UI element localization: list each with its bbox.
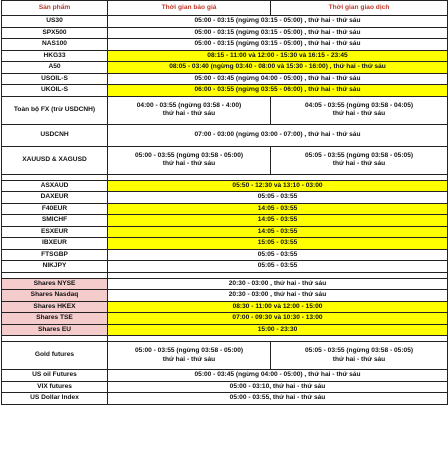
product-cell: Shares EU: [2, 324, 108, 336]
product-cell: F40EUR: [2, 203, 108, 215]
product-cell: A50: [2, 62, 108, 74]
product-cell: NAS100: [2, 39, 108, 51]
product-cell: US oil Futures: [2, 370, 108, 382]
hours-cell-highlighted: 08:05 - 03:40 (ngừng 03:40 - 08:00 và 15:30 - 16:00) , thứ hai - thứ sáu: [108, 62, 448, 74]
hours-cell-highlighted: 14:05 - 03:55: [108, 226, 448, 238]
trade-time-cell: [271, 146, 448, 174]
hours-cell-highlighted: 06:00 - 03:55 (ngừng 03:55 - 06:00) , thứ hai - thứ sáu: [108, 85, 448, 97]
table-row: [2, 203, 448, 215]
product-cell: USOIL-S: [2, 73, 108, 85]
table-row: [2, 313, 448, 325]
product-cell: SPX500: [2, 27, 108, 39]
product-cell: XAUUSD & XAGUSD: [2, 146, 108, 174]
quote-days-line: thứ hai - thứ sáu: [162, 110, 216, 117]
hours-cell: 05:00 - 03:45 (ngừng 04:00 - 05:00) , thứ hai - thứ sáu: [108, 73, 448, 85]
product-cell: DAXEUR: [2, 192, 108, 204]
trading-hours-table: [1, 0, 448, 405]
table-row: [2, 180, 448, 192]
hours-cell-highlighted: 15:00 - 23:30: [108, 324, 448, 336]
product-cell: NIKJPY: [2, 261, 108, 273]
hours-cell-highlighted: 15:05 - 03:55: [108, 238, 448, 250]
product-cell: US Dollar Index: [2, 393, 108, 405]
product-cell: Shares HKEX: [2, 301, 108, 313]
hours-cell: 05:05 - 03:55: [108, 249, 448, 261]
product-cell: US30: [2, 16, 108, 28]
hours-cell: 05:00 - 03:10, thứ hai - thứ sáu: [108, 381, 448, 393]
table-row: [2, 85, 448, 97]
trade-time-line: 04:05 - 03:55 (ngừng 03:58 - 04:05): [304, 101, 414, 109]
hours-cell: 20:30 - 03:00 , thứ hai - thứ sáu: [108, 278, 448, 290]
hours-cell-highlighted: 07:00 - 09:30 và 10:30 - 13:00: [108, 313, 448, 325]
trade-days-line: thứ hai - thứ sáu: [332, 355, 386, 363]
quote-time-line: 04:00 - 03:55 (ngừng 03:58 - 4:00): [136, 101, 242, 109]
table-row: [2, 370, 448, 382]
hours-cell: 05:00 - 03:15 (ngừng 03:15 - 05:00) , thứ hai - thứ sáu: [108, 39, 448, 51]
header-quote-time: Thời gian báo giá: [108, 1, 271, 16]
table-row: [2, 215, 448, 227]
table-row: [2, 278, 448, 290]
quote-days-line: thứ hai - thứ sáu: [162, 160, 216, 167]
hours-cell: 07:00 - 03:00 (ngừng 03:00 - 07:00) , thứ hai - thứ sáu: [108, 124, 448, 146]
header-trade-time: Thời gian giao dịch: [271, 1, 448, 16]
header-row: [2, 1, 448, 16]
product-cell: SMICHF: [2, 215, 108, 227]
product-cell: Shares TSE: [2, 313, 108, 325]
table-row: [2, 73, 448, 85]
table-row: [2, 192, 448, 204]
table-row: [2, 238, 448, 250]
product-cell: Gold futures: [2, 342, 108, 370]
table-row: [2, 226, 448, 238]
hours-cell: 05:00 - 03:55, thứ hai - thứ sáu: [108, 393, 448, 405]
product-cell: ESXEUR: [2, 226, 108, 238]
product-cell: IBXEUR: [2, 238, 108, 250]
table-row: [2, 27, 448, 39]
hours-cell-highlighted: 14:05 - 03:55: [108, 215, 448, 227]
hours-cell: 05:00 - 03:45 (ngừng 04:00 - 05:00) , thứ hai - thứ sáu: [108, 370, 448, 382]
product-cell: Toàn bộ FX (trừ USDCNH): [2, 96, 108, 124]
trade-time-line: 05:05 - 03:55 (ngừng 03:58 - 05:05): [304, 347, 414, 355]
hours-cell: 05:00 - 03:15 (ngừng 03:15 - 05:00) , thứ hai - thứ sáu: [108, 16, 448, 28]
table-row: [2, 393, 448, 405]
product-cell: HKG33: [2, 50, 108, 62]
quote-time-cell: [108, 96, 271, 124]
table-row: [2, 324, 448, 336]
product-cell: FTSGBP: [2, 249, 108, 261]
quote-days-line: thứ hai - thứ sáu: [162, 355, 216, 363]
table-row: [2, 124, 448, 146]
quote-time-cell: [108, 342, 271, 370]
quote-time-line: 05:00 - 03:55 (ngừng 03:58 - 05:00): [134, 151, 244, 159]
hours-cell-highlighted: 08:30 - 11:00 và 12:00 - 15:00: [108, 301, 448, 313]
table-row: [2, 62, 448, 74]
table-row: [2, 342, 448, 370]
table-row: [2, 301, 448, 313]
hours-cell: 05:05 - 03:55: [108, 192, 448, 204]
table-row: [2, 261, 448, 273]
hours-cell: 05:05 - 03:55: [108, 261, 448, 273]
trade-time-cell: [271, 96, 448, 124]
table-row: [2, 50, 448, 62]
hours-cell: 05:00 - 03:15 (ngừng 03:15 - 05:00) , thứ hai - thứ sáu: [108, 27, 448, 39]
hours-cell-highlighted: 08:15 - 11:00 và 12:00 - 15:30 và 16:15 - 23:45: [108, 50, 448, 62]
product-cell: USDCNH: [2, 124, 108, 146]
table-row: [2, 381, 448, 393]
header-product: Sản phẩm: [2, 1, 108, 16]
hours-cell-highlighted: 05:50 - 12:30 và 13:10 - 03:00: [108, 180, 448, 192]
quote-time-line: 05:00 - 03:55 (ngừng 03:58 - 05:00): [134, 347, 244, 355]
trade-days-line: thứ hai - thứ sáu: [332, 110, 386, 117]
product-cell: Shares Nasdaq: [2, 290, 108, 302]
table-row: [2, 96, 448, 124]
product-cell: VIX futures: [2, 381, 108, 393]
trade-time-cell: [271, 342, 448, 370]
table-row: [2, 146, 448, 174]
hours-cell-highlighted: 14:05 - 03:55: [108, 203, 448, 215]
table-row: [2, 39, 448, 51]
product-cell: UKOIL-S: [2, 85, 108, 97]
table-row: [2, 249, 448, 261]
quote-time-cell: [108, 146, 271, 174]
table-row: [2, 16, 448, 28]
table-row: [2, 290, 448, 302]
product-cell: ASXAUD: [2, 180, 108, 192]
trade-time-line: 05:05 - 03:55 (ngừng 03:58 - 05:05): [304, 151, 414, 159]
trade-days-line: thứ hai - thứ sáu: [332, 160, 386, 167]
hours-cell: 20:30 - 03:00 , thứ hai - thứ sáu: [108, 290, 448, 302]
product-cell: Shares NYSE: [2, 278, 108, 290]
